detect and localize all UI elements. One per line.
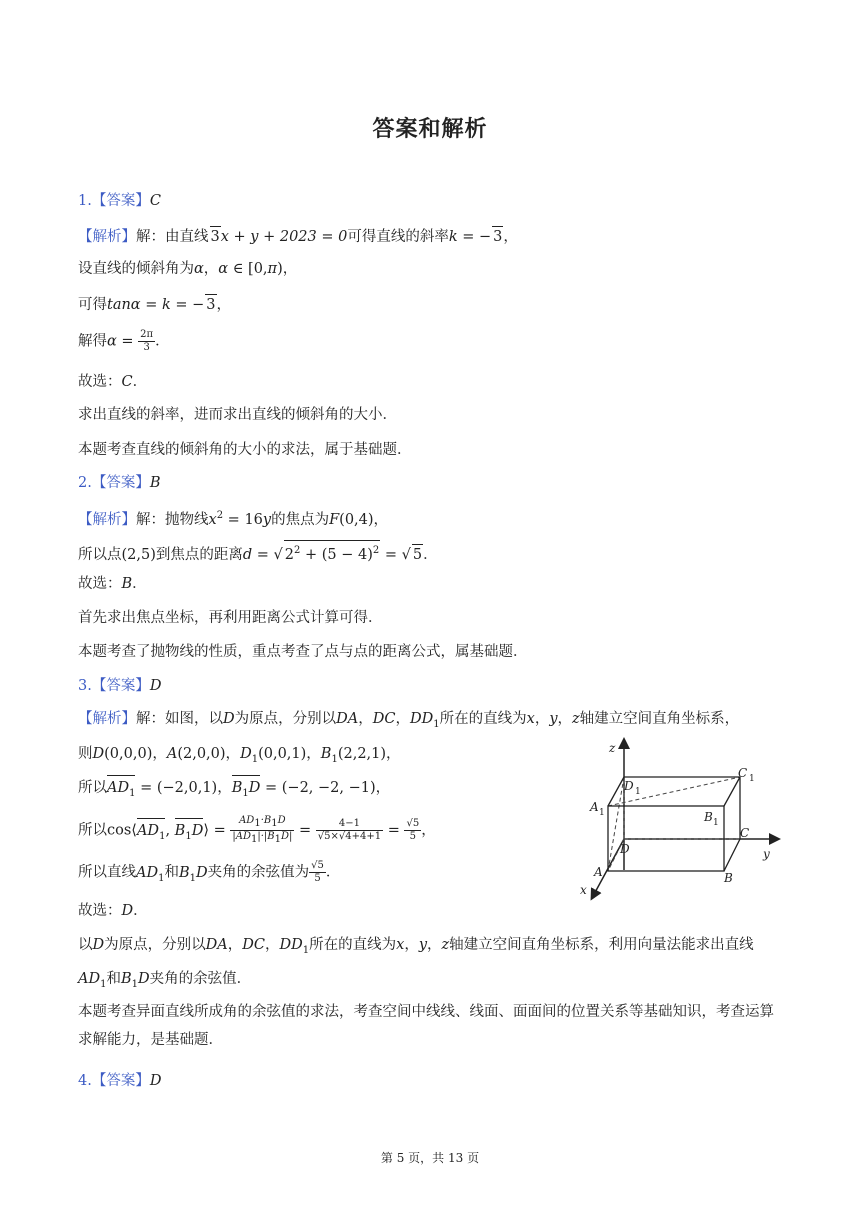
q3-text: 所以直线: [78, 864, 136, 881]
q4-answer-line: [78, 1071, 161, 1091]
q3-text: 夹角的余弦值为: [207, 864, 310, 881]
q3-text: 和: [106, 971, 121, 987]
q3-analysis-line-5: 所以直线$AD_1$和$B_1D$夹角的余弦值为 $\frac{√5}{5}$ ．: [78, 860, 341, 884]
q3-text: 所以: [78, 780, 107, 796]
q3-analysis-line-8: $AD_1$和$B_1D$夹角的余弦值．: [78, 971, 252, 990]
label-d1-sub: 1: [635, 787, 641, 797]
q2-analysis-line-1: 【解析】解：抛物线$x^2 = 16y$的焦点为F(0,4)，: [78, 510, 389, 528]
q1-answer: C: [149, 193, 161, 209]
label-a1: A: [590, 800, 599, 814]
q3-analysis-line-4: 所以$\cos⟨AD_1$, $B_1D⟩$ = $\frac{AD_1\cdot B_1D}{|AD_1|\cdot|B_1D|}$ = $\frac{4-1}{√5\times√4+4+1}$ = $\frac{√5}{5}$ ，: [78, 815, 436, 845]
label-d: D: [620, 842, 630, 856]
page-title: 答案和解析: [372, 117, 488, 142]
q3-text: 所以: [78, 822, 107, 839]
q3-analysis-line-3: 所以$AD_1 = (-2,0,1)$，$B_1D = (-2$, −2, −1)，: [78, 778, 390, 804]
q2-analysis-line-2: 所以点(2,5)到焦点的距离d = √ $2^2 + (5 - 4)^2$ = √ 5．: [78, 540, 438, 565]
q3-analysis-line-2: 则D(0,0,0)，A(2,0,0)，$D_1(0,0,1)$，$B_1(2,2,1)$，: [78, 746, 401, 765]
q1-choice: C: [121, 374, 133, 390]
q1-text: 解：由直线: [136, 229, 209, 245]
q2-text: 故选：: [78, 576, 122, 592]
q3-choice: D: [121, 903, 134, 919]
q1-text: 解得: [78, 333, 107, 350]
label-b1-sub: 1: [713, 818, 719, 828]
label-d1: D: [624, 779, 634, 793]
q2-text: 到焦点的距离: [155, 546, 243, 563]
q4-answer: D: [149, 1073, 162, 1089]
q1-text: 可得: [78, 297, 107, 313]
q3-text: 以: [78, 937, 93, 953]
q2-answer-tag: 【答案】: [91, 475, 150, 491]
q3-text: 所在的直线为: [439, 711, 527, 727]
cuboid-figure: [580, 735, 790, 910]
label-a1-sub: 1: [599, 808, 605, 818]
q3-number: 3.: [78, 678, 92, 694]
q2-analysis-line-4: 首先求出焦点坐标，再利用距离公式计算可得．: [78, 610, 383, 626]
q3-analysis-line-9: 本题考查异面直线所成角的余弦值的求法，考查空间中线线、线面、面面间的位置关系等基础知识，考查运算求解能力，是基础题．: [78, 1004, 774, 1048]
q3-text: 为原点，分别以: [104, 937, 206, 953]
q2-text: 的焦点为: [271, 511, 330, 528]
label-b1: B: [704, 810, 713, 824]
label-c1-sub: 1: [749, 774, 755, 784]
q3-text: 故选：: [78, 903, 122, 919]
q1-text: 可得直线的斜率: [347, 229, 449, 245]
q1-analysis-tag: 【解析】: [78, 229, 136, 245]
q3-text: 为原点，分别以: [234, 711, 337, 727]
q3-analysis-line-6: 故选：D．: [78, 903, 148, 919]
page-footer: 第 5 页，共 13 页: [380, 1151, 480, 1165]
q2-number: 2.: [78, 475, 92, 491]
label-c1: C: [738, 766, 748, 780]
q1-text: 故选：: [78, 374, 122, 390]
q3-answer: D: [149, 678, 162, 694]
q2-text: 所以点: [78, 546, 122, 563]
q1-analysis-line-2: 设直线的倾斜角为α，α ∈ [0,π)，: [78, 261, 298, 277]
q2-answer-line: [78, 473, 161, 493]
label-z: z: [609, 741, 616, 755]
q4-answer-tag: 【答案】: [91, 1073, 150, 1089]
q3-text: 则: [78, 746, 93, 762]
q3-text: 解：如图，以: [136, 711, 223, 727]
q1-analysis-line-7: 本题考查直线的倾斜角的大小的求法，属于基础题．: [78, 442, 412, 458]
q2-text: 解：抛物线: [136, 511, 209, 528]
q1-analysis-line-1: 【解析】解：由直线 3x + y + 2023 = 0可得直线的斜率k = − 3，: [78, 226, 518, 247]
q3-text: 夹角的余弦值．: [149, 971, 252, 987]
q1-analysis-line-4: 解得α = $\frac{2\pi}{3}$ ．: [78, 329, 170, 353]
label-b: B: [724, 871, 733, 885]
q3-analysis-line-1: 【解析】解：如图，以D为原点，分别以DA，DC，$DD_1$所在的直线为x，y，z轴建立空间直角坐标系，: [78, 711, 740, 730]
q1-answer-tag: 【答案】: [91, 193, 150, 209]
q1-number: 1.: [78, 193, 92, 209]
q3-text: 所在的直线为: [309, 937, 397, 953]
q1-analysis-line-3: 可得tanα = k = − 3，: [78, 294, 231, 315]
q4-number: 4.: [78, 1073, 92, 1089]
q3-text: 和: [164, 864, 179, 881]
label-a: A: [594, 865, 603, 879]
q2-answer: B: [149, 475, 161, 491]
q2-analysis-tag: 【解析】: [78, 511, 136, 528]
q3-answer-tag: 【答案】: [91, 678, 150, 694]
q3-answer-line: [78, 676, 161, 696]
q3-analysis-line-7: 以D为原点，分别以DA，DC，$DD_1$所在的直线为x，y，z轴建立空间直角坐标系，利用向量法能求出直线: [78, 937, 754, 956]
q1-analysis-line-6: 求出直线的斜率，进而求出直线的倾斜角的大小．: [78, 407, 397, 423]
q1-text: 设直线的倾斜角为: [78, 261, 194, 277]
label-x: x: [580, 883, 587, 897]
q3-text: 轴建立空间直角坐标系，: [579, 711, 740, 727]
q3-text: 轴建立空间直角坐标系，利用向量法能求出直线: [449, 937, 754, 953]
q1-analysis-line-5: 故选：C．: [78, 374, 148, 390]
label-c: C: [740, 826, 750, 840]
q3-analysis-tag: 【解析】: [78, 711, 136, 727]
q2-analysis-line-5: 本题考查了抛物线的性质，重点考查了点与点的距离公式，属基础题．: [78, 644, 528, 660]
label-y: y: [763, 847, 770, 861]
q2-analysis-line-3: 故选：B．: [78, 576, 147, 592]
q1-answer-line: [78, 191, 161, 211]
q2-choice: B: [121, 576, 133, 592]
